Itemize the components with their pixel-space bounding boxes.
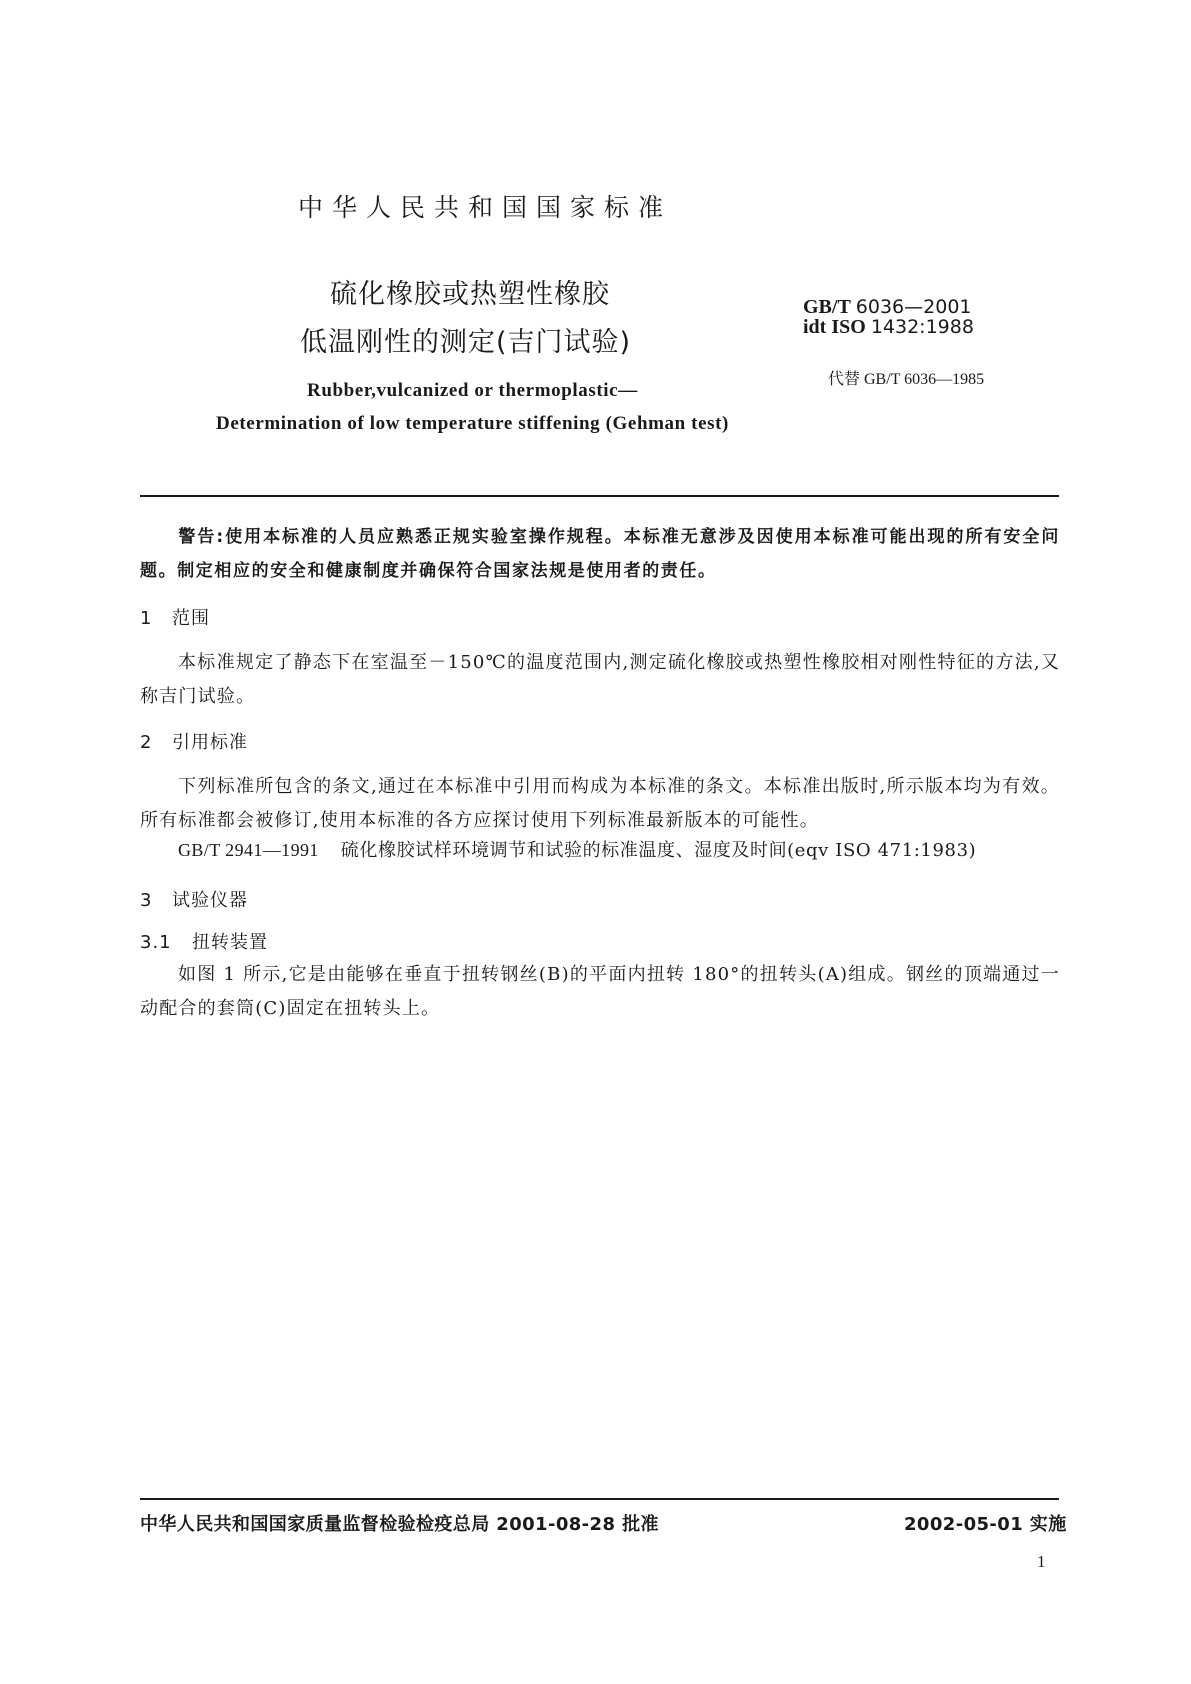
section-1-number: 1 <box>140 608 153 629</box>
idt-code <box>803 316 974 339</box>
section-2-paragraph <box>140 770 1060 838</box>
warning-text: 警告:使用本标准的人员应熟悉正规实验室操作规程。本标准无意涉及因使用本标准可能出现的所有安全问题。制定相应的安全和健康制度并确保符合国家法规是使用者的责任。 <box>140 527 1060 581</box>
section-2-heading <box>140 728 248 754</box>
idt-code-prefix: idt ISO <box>803 316 866 338</box>
standard-code-prefix: GB/T <box>803 296 851 318</box>
english-title-line-2: Determination of low temperature stiffening (Gehman test) <box>216 413 729 434</box>
idt-code-number: 1432:1988 <box>870 316 974 338</box>
page-number: 1 <box>1037 1552 1046 1571</box>
section-1-title: 范围 <box>172 608 210 629</box>
section-3-1-number: 3.1 <box>140 932 172 953</box>
title-line-1: 硫化橡胶或热塑性橡胶 <box>330 279 610 310</box>
section-3-number: 3 <box>140 890 153 911</box>
section-3-1-paragraph <box>140 958 1060 1026</box>
national-standard-heading: 中华人民共和国国家标准 <box>298 193 673 222</box>
section-2-number: 2 <box>140 732 153 753</box>
footer-divider <box>140 1498 1059 1500</box>
section-2-text: 下列标准所包含的条文,通过在本标准中引用而构成为本标准的条文。本标准出版时,所示版本均为有效。所有标准都会被修订,使用本标准的各方应探讨使用下列标准最新版本的可能性。 <box>140 776 1060 831</box>
section-3-1-text: 如图 1 所示,它是由能够在垂直于扭转钢丝(B)的平面内扭转 180°的扭转头(A)组成。钢丝的顶端通过一动配合的套筒(C)固定在扭转头上。 <box>140 964 1060 1019</box>
approval-line: 中华人民共和国国家质量监督检验检疫总局 2001-08-28 批准 <box>140 1514 659 1535</box>
section-1-paragraph <box>140 646 1060 714</box>
implementation-date: 2002-05-01 实施 <box>904 1514 1067 1535</box>
replaces-code: 代替 GB/T 6036—1985 <box>828 371 985 388</box>
section-3-title: 试验仪器 <box>172 890 248 911</box>
title-line-2: 低温刚性的测定(吉门试验) <box>300 327 632 358</box>
section-1-heading <box>140 604 210 630</box>
standard-code-number: 6036—2001 <box>855 296 972 318</box>
reference-title: 硫化橡胶试样环境调节和试验的标准温度、湿度及时间(eqv ISO 471:1983) <box>340 840 977 861</box>
warning-paragraph <box>140 520 1060 588</box>
section-3-1-heading <box>140 928 268 954</box>
reference-code: GB/T 2941—1991 <box>178 840 319 860</box>
section-1-text: 本标准规定了静态下在室温至－150℃的温度范围内,测定硫化橡胶或热塑性橡胶相对刚性特征的方法,又称吉门试验。 <box>140 652 1060 707</box>
header-divider <box>140 495 1059 497</box>
normative-reference <box>178 836 976 862</box>
section-3-heading <box>140 886 248 912</box>
english-title-line-1: Rubber,vulcanized or thermoplastic— <box>307 380 638 401</box>
section-2-title: 引用标准 <box>172 732 248 753</box>
section-3-1-title: 扭转装置 <box>192 932 268 953</box>
